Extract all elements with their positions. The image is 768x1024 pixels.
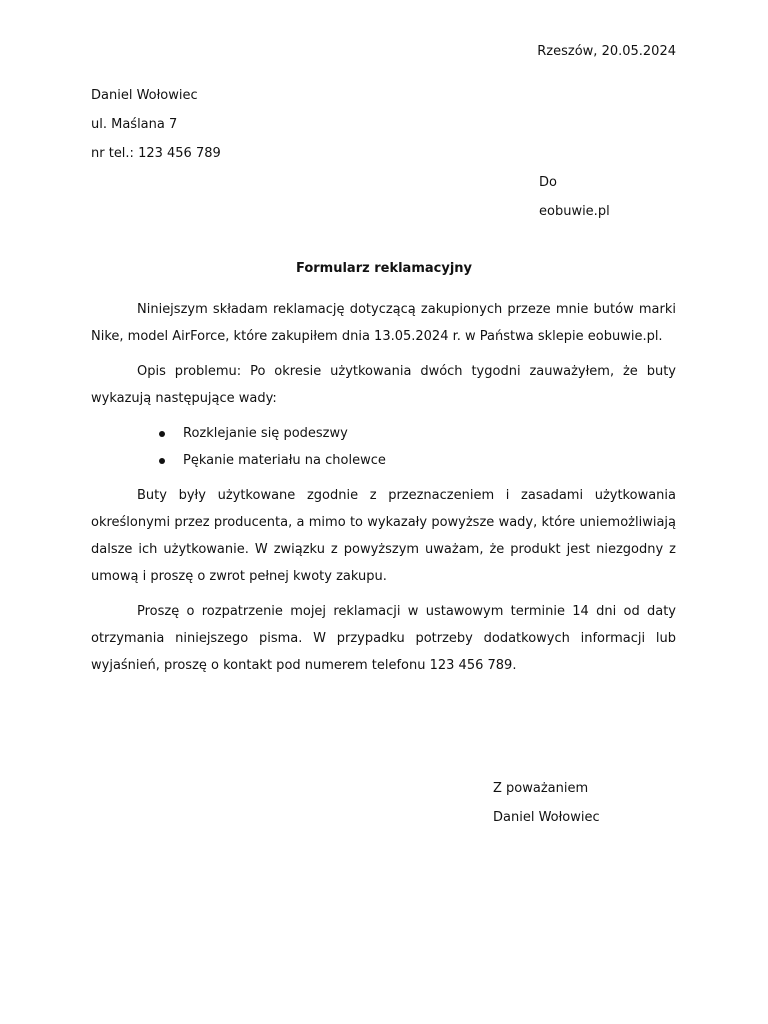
closing-block [493, 781, 600, 839]
sender-phone: nr tel.: 123 456 789 [91, 146, 221, 161]
defect-text: Pękanie materiału na cholewce [183, 453, 386, 468]
recipient-to: Do [539, 175, 557, 190]
date-line: Rzeszów, 20.05.2024 [537, 44, 676, 59]
paragraph-usage: Buty były użytkowane zgodnie z przeznaczeniem i zasadami użytkowania określonymi przez producenta, a mimo to wykazały powyższe wady, które uniemożliwiają dalsze ich użytkowanie. W związku z powyższym uważam, że produkt jest niezgodny z umową i proszę o zwrot pełnej kwoty zakupu. [91, 488, 676, 584]
sender-address: ul. Maślana 7 [91, 117, 178, 132]
defects-list [91, 420, 676, 474]
sender-block [91, 88, 221, 175]
paragraph-problem: Opis problemu: Po okresie użytkowania dwóch tygodni zauważyłem, że buty wykazują następujące wady: [91, 364, 676, 406]
defect-text: Rozklejanie się podeszwy [183, 426, 348, 441]
paragraph-intro: Niniejszym składam reklamację dotyczącą zakupionych przeze mnie butów marki Nike, model AirForce, które zakupiłem dnia 13.05.2024 r. w Państwa sklepie eobuwie.pl. [91, 302, 676, 344]
paragraph-request: Proszę o rozpatrzenie mojej reklamacji w ustawowym terminie 14 dni od daty otrzymania niniejszego pisma. W przypadku potrzeby dodatkowych informacji lub wyjaśnień, proszę o kontakt pod numerem telefonu 123 456 789. [91, 604, 676, 673]
recipient-name: eobuwie.pl [539, 204, 610, 219]
bullet-icon [159, 431, 165, 437]
sender-name: Daniel Wołowiec [91, 88, 198, 103]
letter-body [91, 296, 676, 687]
list-item [91, 447, 676, 474]
recipient-block [539, 175, 610, 233]
list-item [91, 420, 676, 447]
closing-signature: Daniel Wołowiec [493, 810, 600, 825]
document-title: Formularz reklamacyjny [295, 261, 472, 276]
bullet-icon [159, 458, 165, 464]
closing-greeting: Z poważaniem [493, 781, 589, 796]
